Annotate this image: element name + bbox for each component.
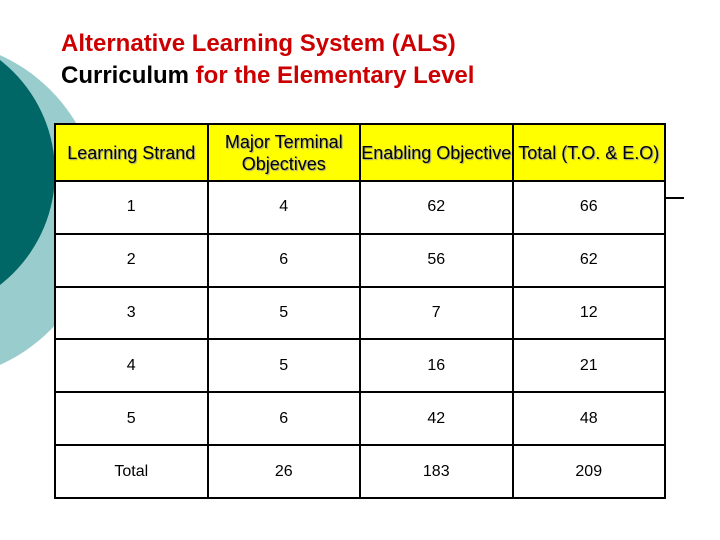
table-row bbox=[55, 181, 665, 234]
table-row bbox=[55, 392, 665, 445]
cell-total: 21 bbox=[513, 339, 666, 392]
header-enabling-objective: Enabling Objective bbox=[360, 124, 513, 181]
header-major-terminal-objectives: Major Terminal Objectives bbox=[208, 124, 361, 181]
cell-terminal: 4 bbox=[208, 181, 361, 234]
table-header-row bbox=[55, 124, 665, 181]
cell-enabling: 16 bbox=[360, 339, 513, 392]
table-total-row bbox=[55, 445, 665, 498]
slide-title bbox=[61, 28, 474, 92]
header-total: Total (T.O. & E.O) bbox=[513, 124, 666, 181]
cell-total-enabling: 183 bbox=[360, 445, 513, 498]
table-row bbox=[55, 234, 665, 287]
cell-terminal: 6 bbox=[208, 234, 361, 287]
cell-terminal: 6 bbox=[208, 392, 361, 445]
cell-total: 66 bbox=[513, 181, 666, 234]
cell-terminal: 5 bbox=[208, 339, 361, 392]
cell-strand: 3 bbox=[55, 287, 208, 340]
table-row bbox=[55, 287, 665, 340]
side-connector-line bbox=[664, 197, 684, 199]
cell-enabling: 62 bbox=[360, 181, 513, 234]
cell-enabling: 7 bbox=[360, 287, 513, 340]
header-learning-strand: Learning Strand bbox=[55, 124, 208, 181]
cell-total-terminal: 26 bbox=[208, 445, 361, 498]
cell-strand: 4 bbox=[55, 339, 208, 392]
cell-strand: 5 bbox=[55, 392, 208, 445]
title-line-1: Alternative Learning System (ALS) bbox=[61, 30, 456, 57]
curriculum-table-container bbox=[54, 123, 664, 497]
cell-total: 62 bbox=[513, 234, 666, 287]
cell-strand: 2 bbox=[55, 234, 208, 287]
cell-enabling: 42 bbox=[360, 392, 513, 445]
cell-total: 48 bbox=[513, 392, 666, 445]
curriculum-table bbox=[54, 123, 666, 499]
cell-enabling: 56 bbox=[360, 234, 513, 287]
cell-strand: 1 bbox=[55, 181, 208, 234]
table-row bbox=[55, 339, 665, 392]
cell-total-label: Total bbox=[55, 445, 208, 498]
cell-terminal: 5 bbox=[208, 287, 361, 340]
title-line-2-part-1: Curriculum bbox=[61, 62, 190, 89]
title-line-2-part-2: for the Elementary Level bbox=[189, 62, 475, 89]
cell-total: 12 bbox=[513, 287, 666, 340]
cell-grand-total: 209 bbox=[513, 445, 666, 498]
